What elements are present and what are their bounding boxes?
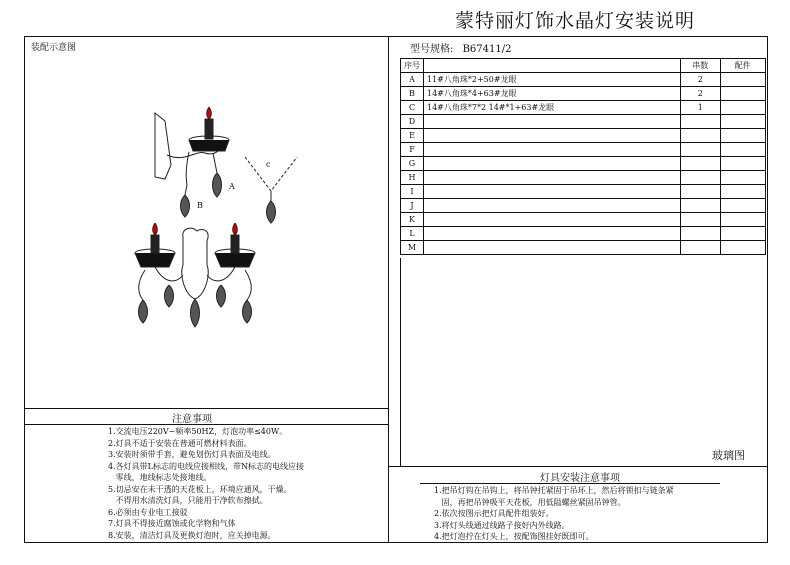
- row-parts: [720, 143, 765, 157]
- notes-top-rule: [24, 408, 388, 409]
- row-id: D: [401, 115, 424, 129]
- right-flame-icon: [233, 223, 238, 235]
- table-row: [401, 171, 766, 185]
- note-item: 4.各灯具带L标志的电线应接相线，带N标志的电线应接: [108, 461, 304, 471]
- row-desc: [424, 129, 681, 143]
- install-note-item: 3.将灯头线通过线路子接好内外线路。: [434, 520, 570, 530]
- row-count: [680, 227, 720, 241]
- note-item: 1.交流电压220V~频率50HZ，灯泡功率≤40W。: [108, 427, 288, 436]
- row-count: 2: [680, 73, 720, 87]
- row-count: [680, 115, 720, 129]
- chandelier-diagram: [125, 95, 325, 335]
- notes-heading-rule: [24, 424, 388, 425]
- row-parts: [720, 241, 765, 255]
- install-note-item: 4.把灯泡拧在灯头上，按配饰图挂好既即可。: [434, 532, 594, 541]
- row-count: [680, 143, 720, 157]
- row-desc: [424, 199, 681, 213]
- install-notes-list: [434, 485, 674, 543]
- install-note-item: 1.把吊灯钩在吊钩上，将吊钟托紧固于吊环上，然后将锁扣与链条紧: [434, 486, 674, 495]
- table-row: [401, 199, 766, 213]
- note-item: 5.切忌安在未干透的天花板上，环境应通风，干燥。: [108, 484, 292, 494]
- table-row: [401, 227, 766, 241]
- table-row: [401, 129, 766, 143]
- row-desc: [424, 227, 681, 241]
- note-item: 7.灯具不得接近腐蚀或化学物和气体: [108, 519, 236, 528]
- right-candle: [231, 235, 239, 253]
- sconce-candle: [205, 119, 213, 139]
- row-parts: [720, 227, 765, 241]
- model-label: 型号规格:: [410, 44, 454, 55]
- note-item: 零线，地线标志处接地线。: [108, 473, 212, 482]
- note-item: 6.必须由专业电工接驳: [108, 507, 188, 517]
- row-parts: [720, 129, 765, 143]
- table-row: [401, 157, 766, 171]
- table-row: [401, 241, 766, 255]
- table-row: [401, 143, 766, 157]
- crystal-chain: [245, 157, 297, 191]
- row-id: B: [401, 87, 424, 101]
- model-value: B67411/2: [462, 44, 512, 55]
- glass-label: 玻璃图: [712, 449, 745, 462]
- row-parts: [720, 185, 765, 199]
- row-count: 1: [680, 101, 720, 115]
- row-id: K: [401, 213, 424, 227]
- row-parts: [720, 115, 765, 129]
- row-id: C: [401, 101, 424, 115]
- row-desc: [424, 143, 681, 157]
- row-id: M: [401, 241, 424, 255]
- row-id: E: [401, 129, 424, 143]
- notes-heading: 注意事项: [172, 414, 212, 425]
- diagram-label: 装配示意图: [31, 43, 77, 53]
- row-parts: [720, 199, 765, 213]
- row-desc: [424, 185, 681, 199]
- header-count: 串数: [680, 59, 720, 73]
- row-count: [680, 171, 720, 185]
- row-count: [680, 129, 720, 143]
- row-count: [680, 213, 720, 227]
- row-parts: [720, 213, 765, 227]
- row-desc: 14#八角珠*4+63#龙眼: [424, 87, 681, 101]
- row-id: I: [401, 185, 424, 199]
- row-id: L: [401, 227, 424, 241]
- install-note-item: 2.依次按图示把灯具配件组装好。: [434, 509, 554, 518]
- install-heading: 灯具安装注意事项: [540, 473, 620, 484]
- note-item: 不得用水清洗灯具，只能用干净软布擦拭。: [108, 496, 268, 505]
- parts-table: [400, 58, 766, 255]
- row-parts: [720, 171, 765, 185]
- header-index: 序号: [401, 59, 424, 73]
- row-parts: [720, 87, 765, 101]
- install-top-rule: [388, 466, 768, 467]
- glass-area-left-rule: [400, 258, 401, 466]
- row-id: G: [401, 157, 424, 171]
- row-parts: [720, 101, 765, 115]
- left-candle: [151, 235, 159, 253]
- table-row: [401, 213, 766, 227]
- row-id: F: [401, 143, 424, 157]
- install-note-item: 固，再把吊钟吸平天花板，用低隘螺丝紧固吊钟管。: [434, 497, 626, 507]
- table-row: [401, 185, 766, 199]
- row-desc: [424, 171, 681, 185]
- note-item: 2.灯具不适于安装在普通可燃材料表面。: [108, 438, 252, 448]
- row-desc: 14#八角珠*7*2 14#*1+63#龙眼: [424, 101, 681, 115]
- row-id: H: [401, 171, 424, 185]
- row-count: [680, 199, 720, 213]
- row-count: 2: [680, 87, 720, 101]
- document-title: 蒙特丽灯饰水晶灯安装说明: [455, 10, 696, 32]
- table-row: [401, 87, 766, 101]
- sconce-flame-icon: [207, 107, 212, 119]
- row-id: J: [401, 199, 424, 213]
- row-parts: [720, 73, 765, 87]
- install-heading-rule: [420, 483, 720, 484]
- header-desc: [424, 59, 681, 73]
- row-desc: [424, 157, 681, 171]
- row-count: [680, 185, 720, 199]
- table-row: [401, 101, 766, 115]
- row-desc: 11#八角珠*2+50#龙眼: [424, 73, 681, 87]
- part-b-label: B: [197, 201, 203, 210]
- header-parts: 配件: [720, 59, 765, 73]
- model-spec: [410, 40, 511, 55]
- row-desc: [424, 241, 681, 255]
- table-row: [401, 73, 766, 87]
- table-row: [401, 115, 766, 129]
- row-count: [680, 241, 720, 255]
- part-a-label: A: [229, 182, 235, 191]
- left-flame-icon: [153, 223, 158, 235]
- table-header-row: [401, 59, 766, 73]
- row-id: A: [401, 73, 424, 87]
- row-parts: [720, 157, 765, 171]
- chandelier-body: [182, 228, 209, 299]
- note-item: 3.安装时须带手套，避免划伤灯具表面及电线。: [108, 450, 276, 459]
- part-c-label: c: [266, 160, 271, 169]
- sconce-backplate: [155, 113, 171, 179]
- notes-list: [108, 426, 304, 541]
- note-item: 8.安装，清洁灯具及更换灯泡时，应关掉电源。: [108, 530, 276, 540]
- row-count: [680, 157, 720, 171]
- row-desc: [424, 213, 681, 227]
- row-desc: [424, 115, 681, 129]
